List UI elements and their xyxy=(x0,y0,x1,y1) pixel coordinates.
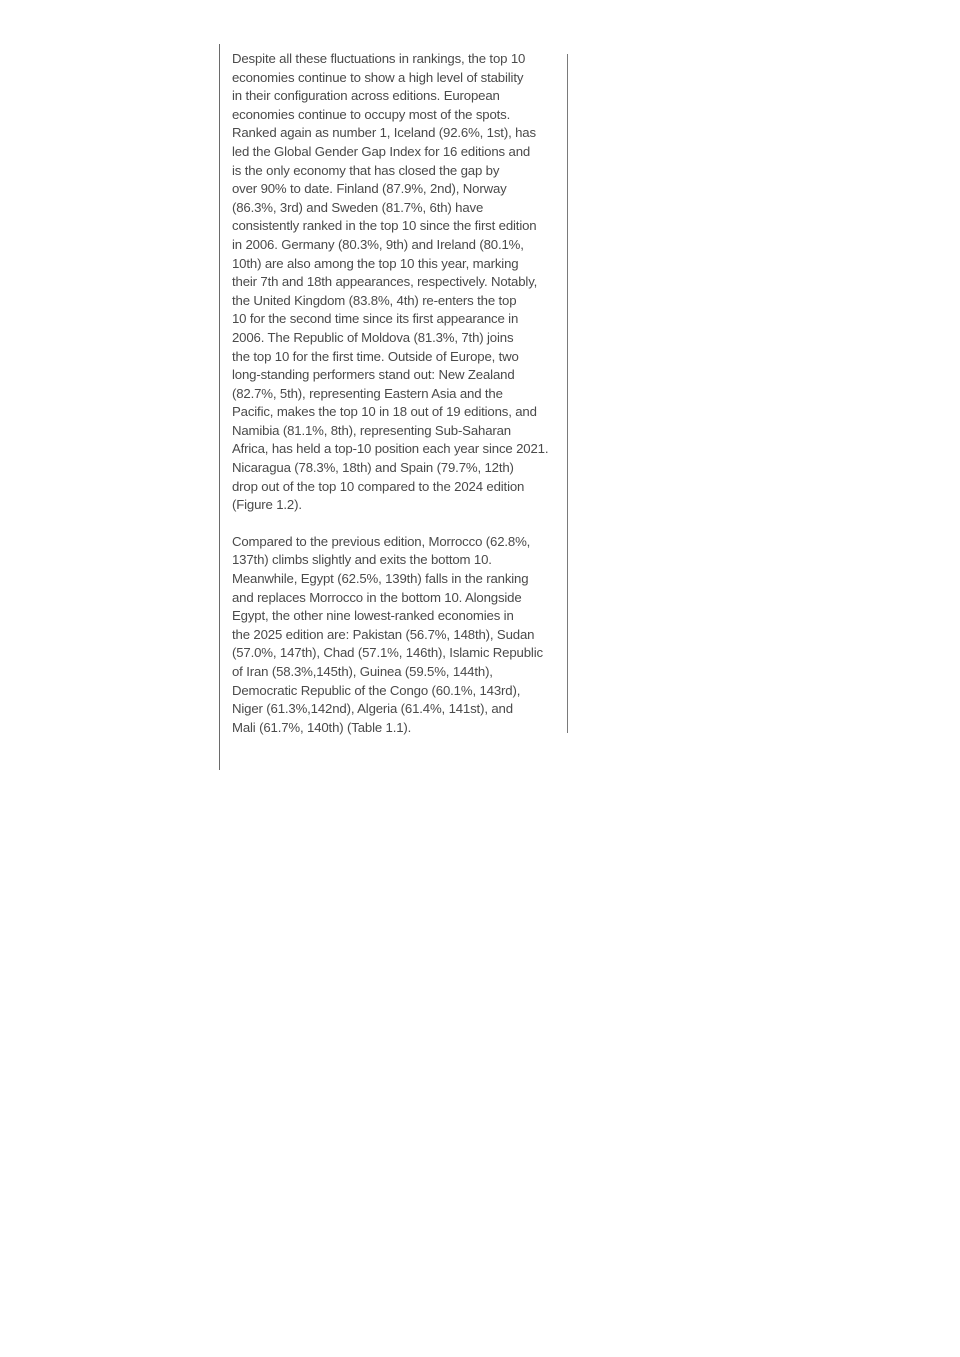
column-divider-right xyxy=(567,54,568,733)
text-column xyxy=(232,50,560,755)
column-divider-left xyxy=(219,44,220,770)
paragraph-top-ten: Despite all these fluctuations in rankings, the top 10 economies continue to show a high level of stability in their configuration across editions. European economies continue to occupy most of the spots. Ranked again as number 1, Iceland (92.6%, 1st), has led the Global Gender Gap Index for 16 editions and is the only economy that has closed the gap by over 90% to date. Finland (87.9%, 2nd), Norway (86.3%, 3rd) and Sweden (81.7%, 6th) have consistently ranked in the top 10 since the first edition in 2006. Germany (80.3%, 9th) and Ireland (80.1%, 10th) are also among the top 10 this year, marking their 7th and 18th appearances, respectively. Notably, the United Kingdom (83.8%, 4th) re-enters the top 10 for the second time since its first appearance in 2006. The Republic of Moldova (81.3%, 7th) joins the top 10 for the first time. Outside of Europe, two long-standing performers stand out: New Zealand (82.7%, 5th), representing Eastern Asia and the Pacific, makes the top 10 in 18 out of 19 editions, and Namibia (81.1%, 8th), representing Sub-Saharan Africa, has held a top-10 position each year since 2021. Nicaragua (78.3%, 18th) and Spain (79.7%, 12th) drop out of the top 10 compared to the 2024 edition (Figure 1.2). xyxy=(232,51,549,513)
paragraph-bottom-ten: Compared to the previous edition, Morrocco (62.8%, 137th) climbs slightly and exits the bottom 10. Meanwhile, Egypt (62.5%, 139th) falls in the ranking and replaces Morrocco in the bottom 10. Alongside Egypt, the other nine lowest-ranked economies in the 2025 edition are: Pakistan (56.7%, 148th), Sudan (57.0%, 147th), Chad (57.1%, 146th), Islamic Republic of Iran (58.3%,145th), Guinea (59.5%, 144th), Democratic Republic of the Congo (60.1%, 143rd), Niger (61.3%,142nd), Algeria (61.4%, 141st), and Mali (61.7%, 140th) (Table 1.1). xyxy=(232,533,543,735)
